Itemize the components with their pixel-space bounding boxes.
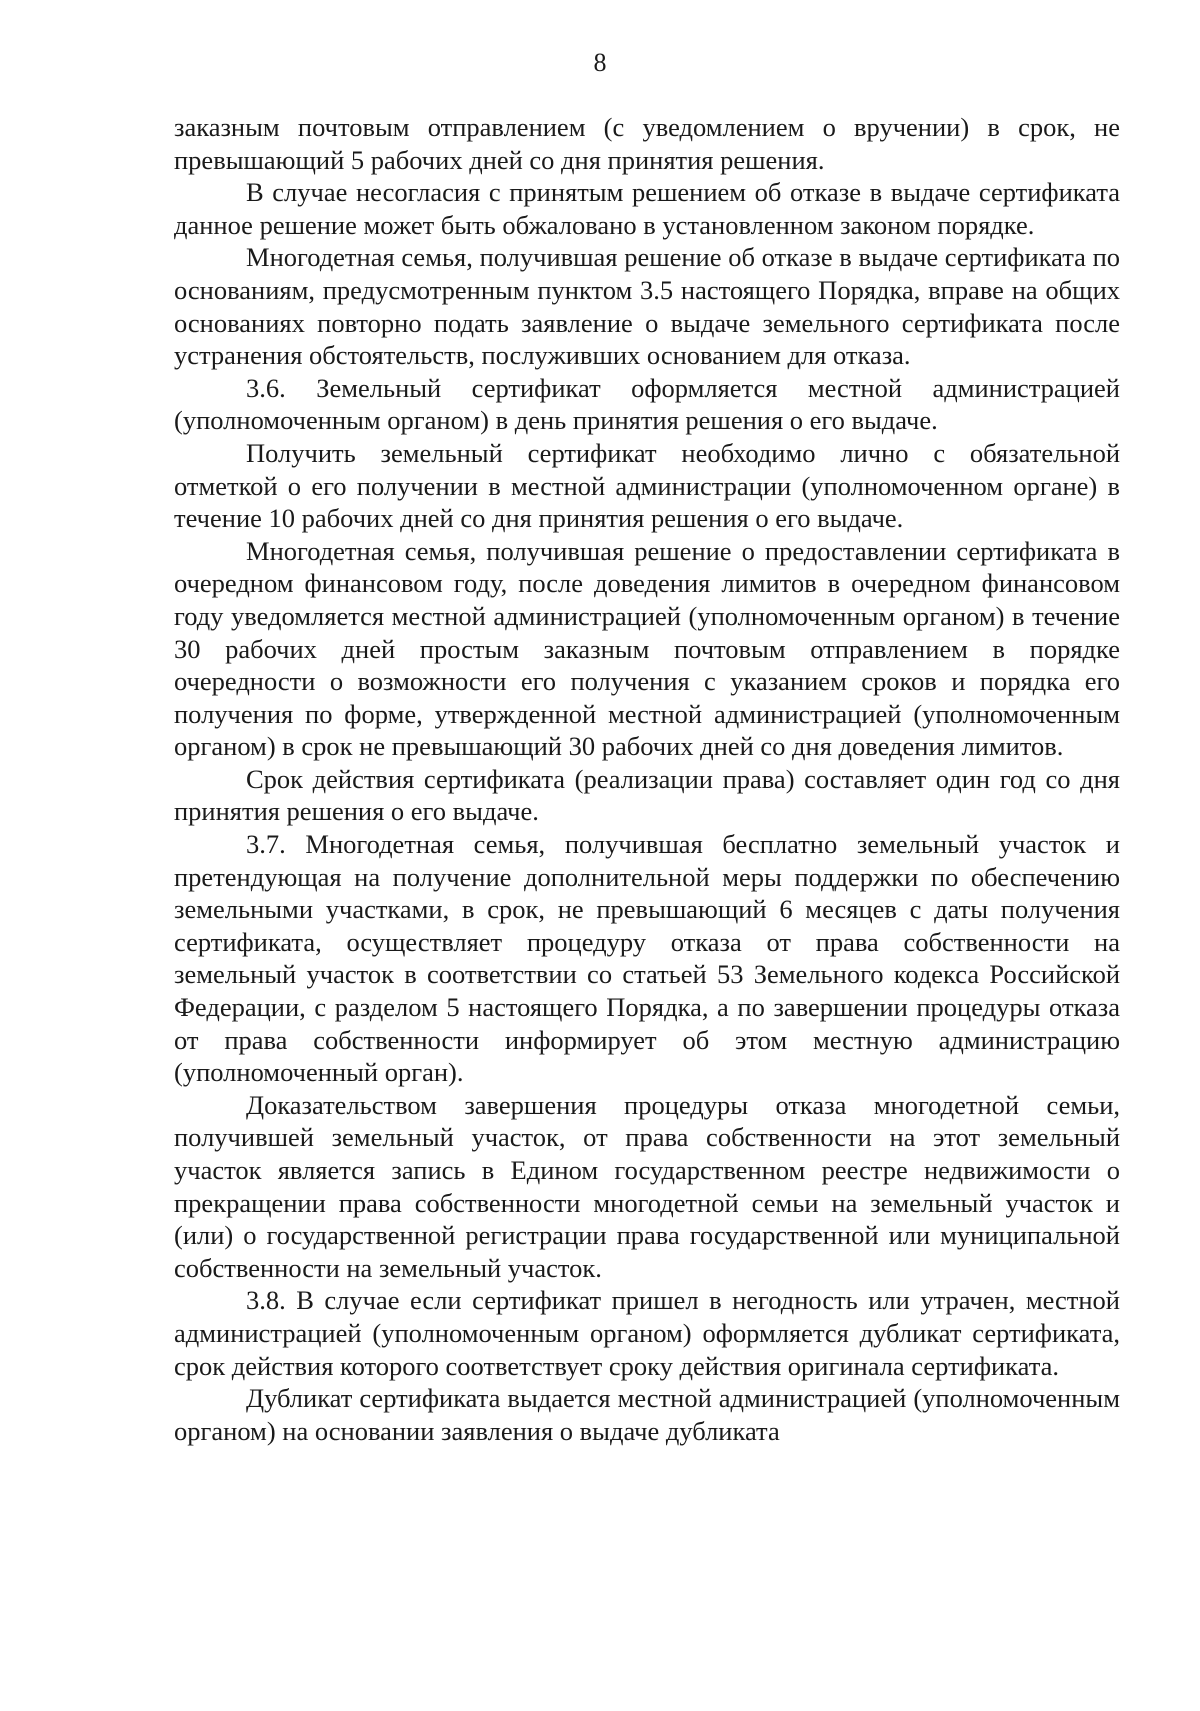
paragraph: 3.6. Земельный сертификат оформляется местной администрацией (уполномоченным органом) в день принятия решения о его выдаче. [174, 372, 1120, 436]
page-number: 8 [593, 48, 607, 77]
paragraph: Многодетная семья, получившая решение об отказе в выдаче сертификата по основаниям, предусмотренным пунктом 3.5 настоящего Порядка, вправе на общих основаниях повторно подать заявление о выдаче земельного сертификата после устранения обстоятельств, послуживших основанием для отказа. [174, 242, 1120, 371]
paragraph: В случае несогласия с принятым решением об отказе в выдаче сертификата данное решение может быть обжаловано в установленном законом порядке. [174, 177, 1120, 240]
document-body [174, 111, 1120, 1447]
paragraph: 3.7. Многодетная семья, получившая бесплатно земельный участок и претендующая на получение дополнительной меры поддержки по обеспечению земельными участками, в срок, не превышающий 6 месяцев с даты получения сертификата, осуществляет процедуру отказа от права собственности на земельный участок в соответствии со статьей 53 Земельного кодекса Российской Федерации, с разделом 5 настоящего Порядка, а по завершении процедуры отказа от права собственности информирует об этом местную администрацию (уполномоченный орган). [174, 829, 1120, 1088]
paragraph: Многодетная семья, получившая решение о предоставлении сертификата в очередном финансовом году, после доведения лимитов в очередном финансовом году уведомляется местной администрацией (уполномоченным органом) в течение 30 рабочих дней простым заказным почтовым отправлением в порядке очередности о возможности его получения с указанием сроков и порядка его получения по форме, утвержденной местной администрацией (уполномоченным органом) в срок не превышающий 30 рабочих дней со дня доведения лимитов. [174, 535, 1120, 762]
paragraph: Срок действия сертификата (реализации права) составляет один год со дня принятия решения о его выдаче. [174, 763, 1120, 827]
paragraph: заказным почтовым отправлением (с уведомлением о вручении) в срок, не превышающий 5 рабочих дней со дня принятия решения. [174, 112, 1120, 175]
paragraph: 3.8. В случае если сертификат пришел в негодность или утрачен, местной администрацией (уполномоченным органом) оформляется дубликат сертификата, срок действия которого соответствует сроку действия оригинала сертификата. [174, 1285, 1120, 1381]
paragraph: Получить земельный сертификат необходимо лично с обязательной отметкой о его получении в местной администрации (уполномоченном органе) в течение 10 рабочих дней со дня принятия решения о его выдаче. [174, 437, 1120, 534]
paragraph: Доказательством завершения процедуры отказа многодетной семьи, получившей земельный участок, от права собственности на этот земельный участок является запись в Едином государственном реестре недвижимости о прекращении права собственности многодетной семьи на земельный участок и (или) о государственной регистрации права государственной или муниципальной собственности на земельный участок. [174, 1089, 1120, 1283]
paragraph: Дубликат сертификата выдается местной администрацией (уполномоченным органом) на основании заявления о выдаче дубликата [174, 1383, 1120, 1446]
